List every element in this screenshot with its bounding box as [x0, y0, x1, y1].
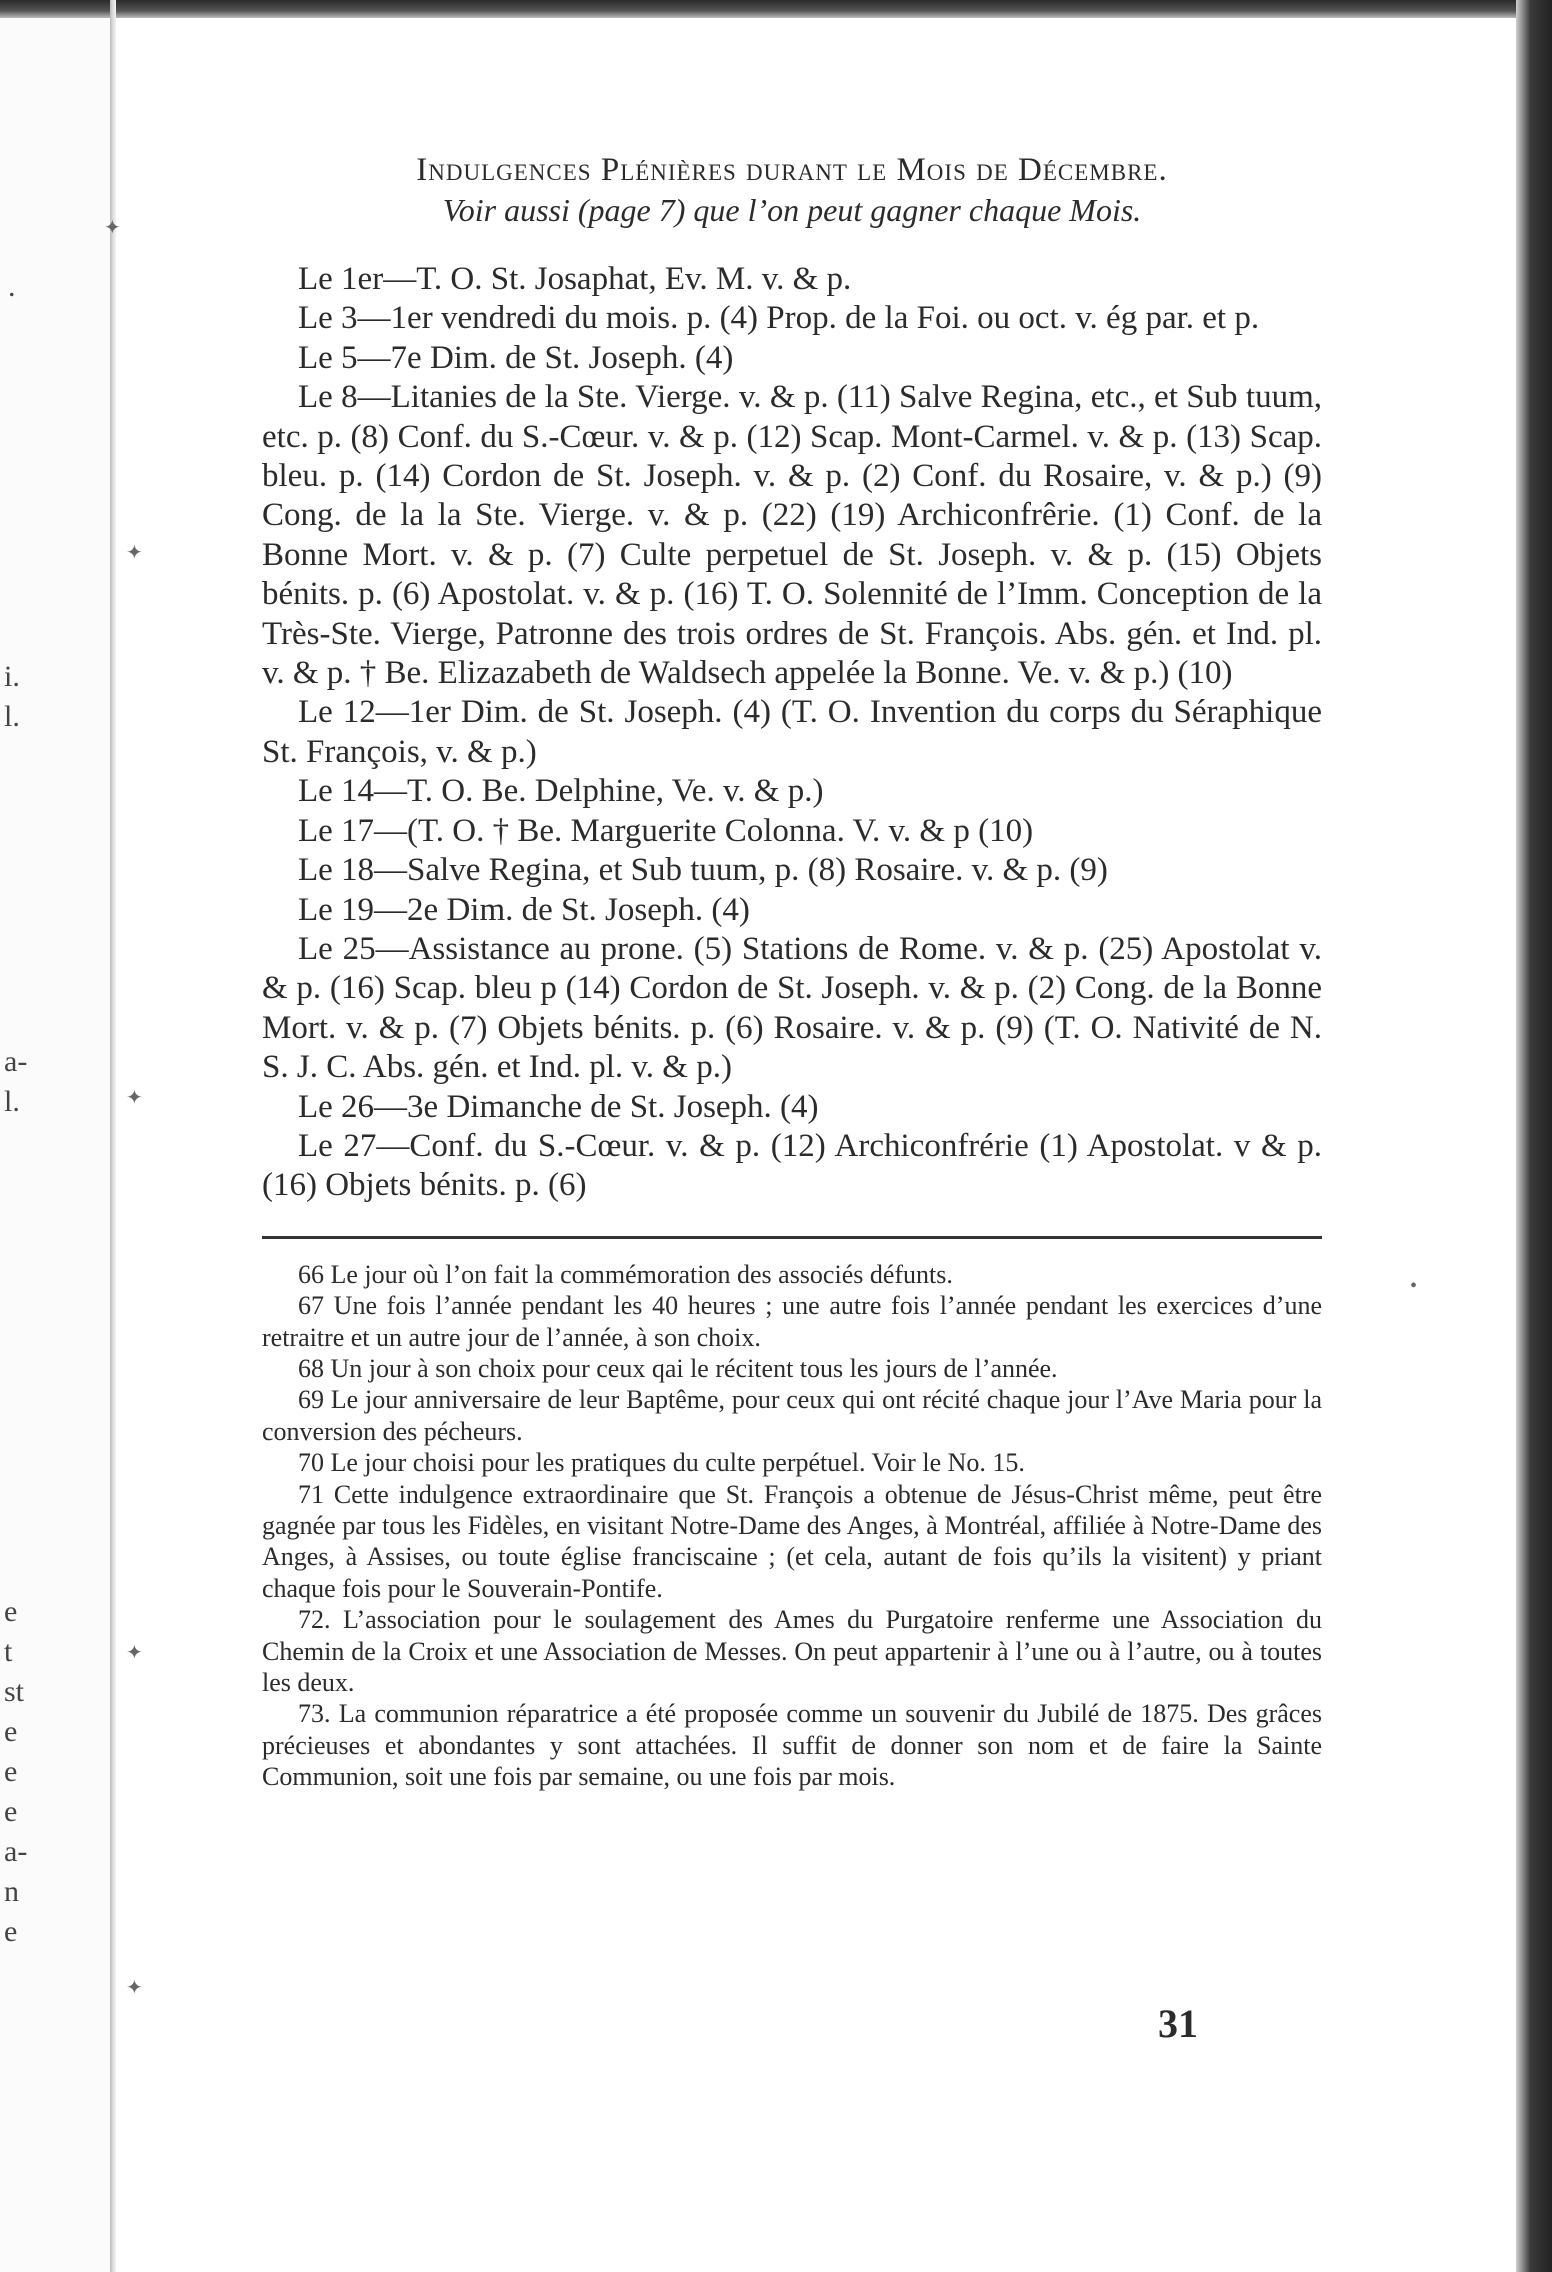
indulgence-entry: Le 26—3e Dimanche de St. Joseph. (4)	[298, 1088, 819, 1125]
footnote: 67 Une fois l’année pendant les 40 heures ; une autre fois l’année pendant les exercices d’une retraitre et un autre jour de l’année, à son choix.	[262, 1291, 1322, 1352]
left-page-fragment: l.	[4, 1085, 20, 1118]
scan-right-edge	[1516, 0, 1552, 2272]
left-page-fragment: e	[4, 1755, 18, 1788]
left-page-fragment: i.	[4, 660, 20, 693]
binding-mark: ✦	[126, 1977, 143, 1999]
indulgence-entry: Le 25—Assistance au prone. (5) Stations de Rome. v. & p. (25) Apostolat v. & p. (16) Scap. bleu p (14) Cordon de St. Joseph. v. & p. (2) Cong. de la Bonne Mort. v. & p. (7) Objets bénits. p. (6) Rosaire. v. & p. (9) (T. O. Nativité de N. S. J. C. Abs. gén. et Ind. pl. v. & p.)	[262, 930, 1322, 1086]
left-page-fragment: st	[4, 1675, 25, 1708]
footnote: 66 Le jour où l’on fait la commémoration des associés défunts.	[298, 1259, 953, 1289]
footnote: 71 Cette indulgence extraordinaire que St. François a obtenue de Jésus-Christ même, peut être gagnée par tous les Fidèles, en visitant Notre-Dame des Anges, à Montréal, affiliée à Notre-Dame des Anges, à Assises, ou toute église franciscaine ; (et cela, autant de fois qu’ils la visitent) y priant chaque fois pour le Souverain-Pontife.	[262, 1479, 1322, 1603]
footnotes	[262, 1259, 1322, 1793]
footnote: 72. L’association pour le soulagement des Ames du Purgatoire renferme une Association du Chemin de la Croix et une Association de Messes. On peut appartenir à l’une ou à l’autre, ou à toutes les deux.	[262, 1605, 1322, 1698]
binding-mark: ✦	[126, 1087, 143, 1109]
scan-top-edge	[0, 0, 1552, 18]
indulgence-entry: Le 14—T. O. Be. Delphine, Ve. v. & p.)	[298, 773, 824, 810]
indulgence-entry: Le 5—7e Dim. de St. Joseph. (4)	[298, 339, 734, 376]
left-page-fragment: t	[4, 1635, 13, 1668]
page-gutter	[110, 0, 116, 2272]
indulgence-entry: Le 8—Litanies de la Ste. Vierge. v. & p. (11) Salve Regina, etc., et Sub tuum, etc. p. (8) Conf. du S.-Cœur. v. & p. (12) Scap. Mont-Carmel. v. & p. (13) Scap. bleu. p. (14) Cordon de St. Joseph. v. & p. (2) Conf. du Rosaire, v. & p.) (9) Cong. de la la Ste. Vierge. v. & p. (22) (19) Archiconfrêrie. (1) Conf. de la Bonne Mort. v. & p. (7) Culte perpetuel de St. Joseph. v. & p. (15) Objets bénits. p. (6) Apostolat. v. & p. (16) T. O. Solennité de l’Imm. Conception de la Très-Ste. Vierge, Patronne des trois ordres de St. François. Abs. gén. et Ind. pl. v. & p. † Be. Elizazabeth de Waldsech appelée la Bonne. Ve. v. & p.) (10)	[262, 379, 1322, 692]
binding-mark: ✦	[126, 542, 143, 564]
left-page-fragment: e	[4, 1915, 18, 1948]
left-page-fragment: .	[8, 270, 16, 303]
indulgence-entry: Le 3—1er vendredi du mois. p. (4) Prop. de la Foi. ou oct. v. ég par. et p.	[298, 300, 1260, 337]
page-heading: Indulgences Plénières durant le Mois de Décembre.	[416, 152, 1168, 188]
footnote: 73. La communion réparatrice a été proposée comme un souvenir du Jubilé de 1875. Des grâces précieuses et abondantes y sont attachées. Il suffit de donner son nom et de faire la Sainte Communion, soit une fois par semaine, ou une fois par mois.	[262, 1699, 1322, 1792]
indulgence-entry: Le 27—Conf. du S.-Cœur. v. & p. (12) Archiconfrérie (1) Apostolat. v & p. (16) Objets bénits. p. (6)	[262, 1127, 1322, 1204]
footnote: 69 Le jour anniversaire de leur Baptême, pour ceux qui ont récité chaque jour l’Ave Maria pour la conversion des pécheurs.	[262, 1385, 1322, 1446]
indulgence-entry: Le 18—Salve Regina, et Sub tuum, p. (8) Rosaire. v. & p. (9)	[298, 852, 1108, 889]
footnote-divider	[262, 1236, 1322, 1239]
indulgence-entry: Le 19—2e Dim. de St. Joseph. (4)	[298, 891, 750, 928]
indulgence-list	[262, 260, 1322, 1206]
left-page-fragment: a-	[4, 1045, 28, 1078]
binding-mark: ✦	[104, 217, 121, 239]
stray-dot: •	[1410, 1275, 1418, 1297]
footnote: 70 Le jour choisi pour les pratiques du culte perpétuel. Voir le No. 15.	[298, 1448, 1025, 1478]
left-page-fragment: a-	[4, 1835, 28, 1868]
document-page	[262, 150, 1322, 1793]
indulgence-entry: Le 17—(T. O. † Be. Marguerite Colonna. V. v. & p (10)	[298, 812, 1034, 849]
left-page-fragment: l.	[4, 700, 20, 733]
left-page-fragment: n	[4, 1875, 19, 1908]
indulgence-entry: Le 12—1er Dim. de St. Joseph. (4) (T. O. Invention du corps du Séraphique St. François, v. & p.)	[262, 694, 1322, 770]
binding-mark: ✦	[126, 1642, 143, 1664]
left-page-fragment: e	[4, 1595, 18, 1628]
left-page-fragment: e	[4, 1715, 18, 1748]
indulgence-entry: Le 1er—T. O. St. Josaphat, Ev. M. v. & p.	[298, 261, 852, 297]
page-subheading: Voir aussi (page 7) que l’on peut gagner chaque Mois.	[442, 192, 1142, 228]
page-number: 31	[1158, 2001, 1198, 2046]
left-page-fragment: e	[4, 1795, 18, 1828]
footnote: 68 Un jour à son choix pour ceux qai le récitent tous les jours de l’année.	[298, 1353, 1058, 1383]
